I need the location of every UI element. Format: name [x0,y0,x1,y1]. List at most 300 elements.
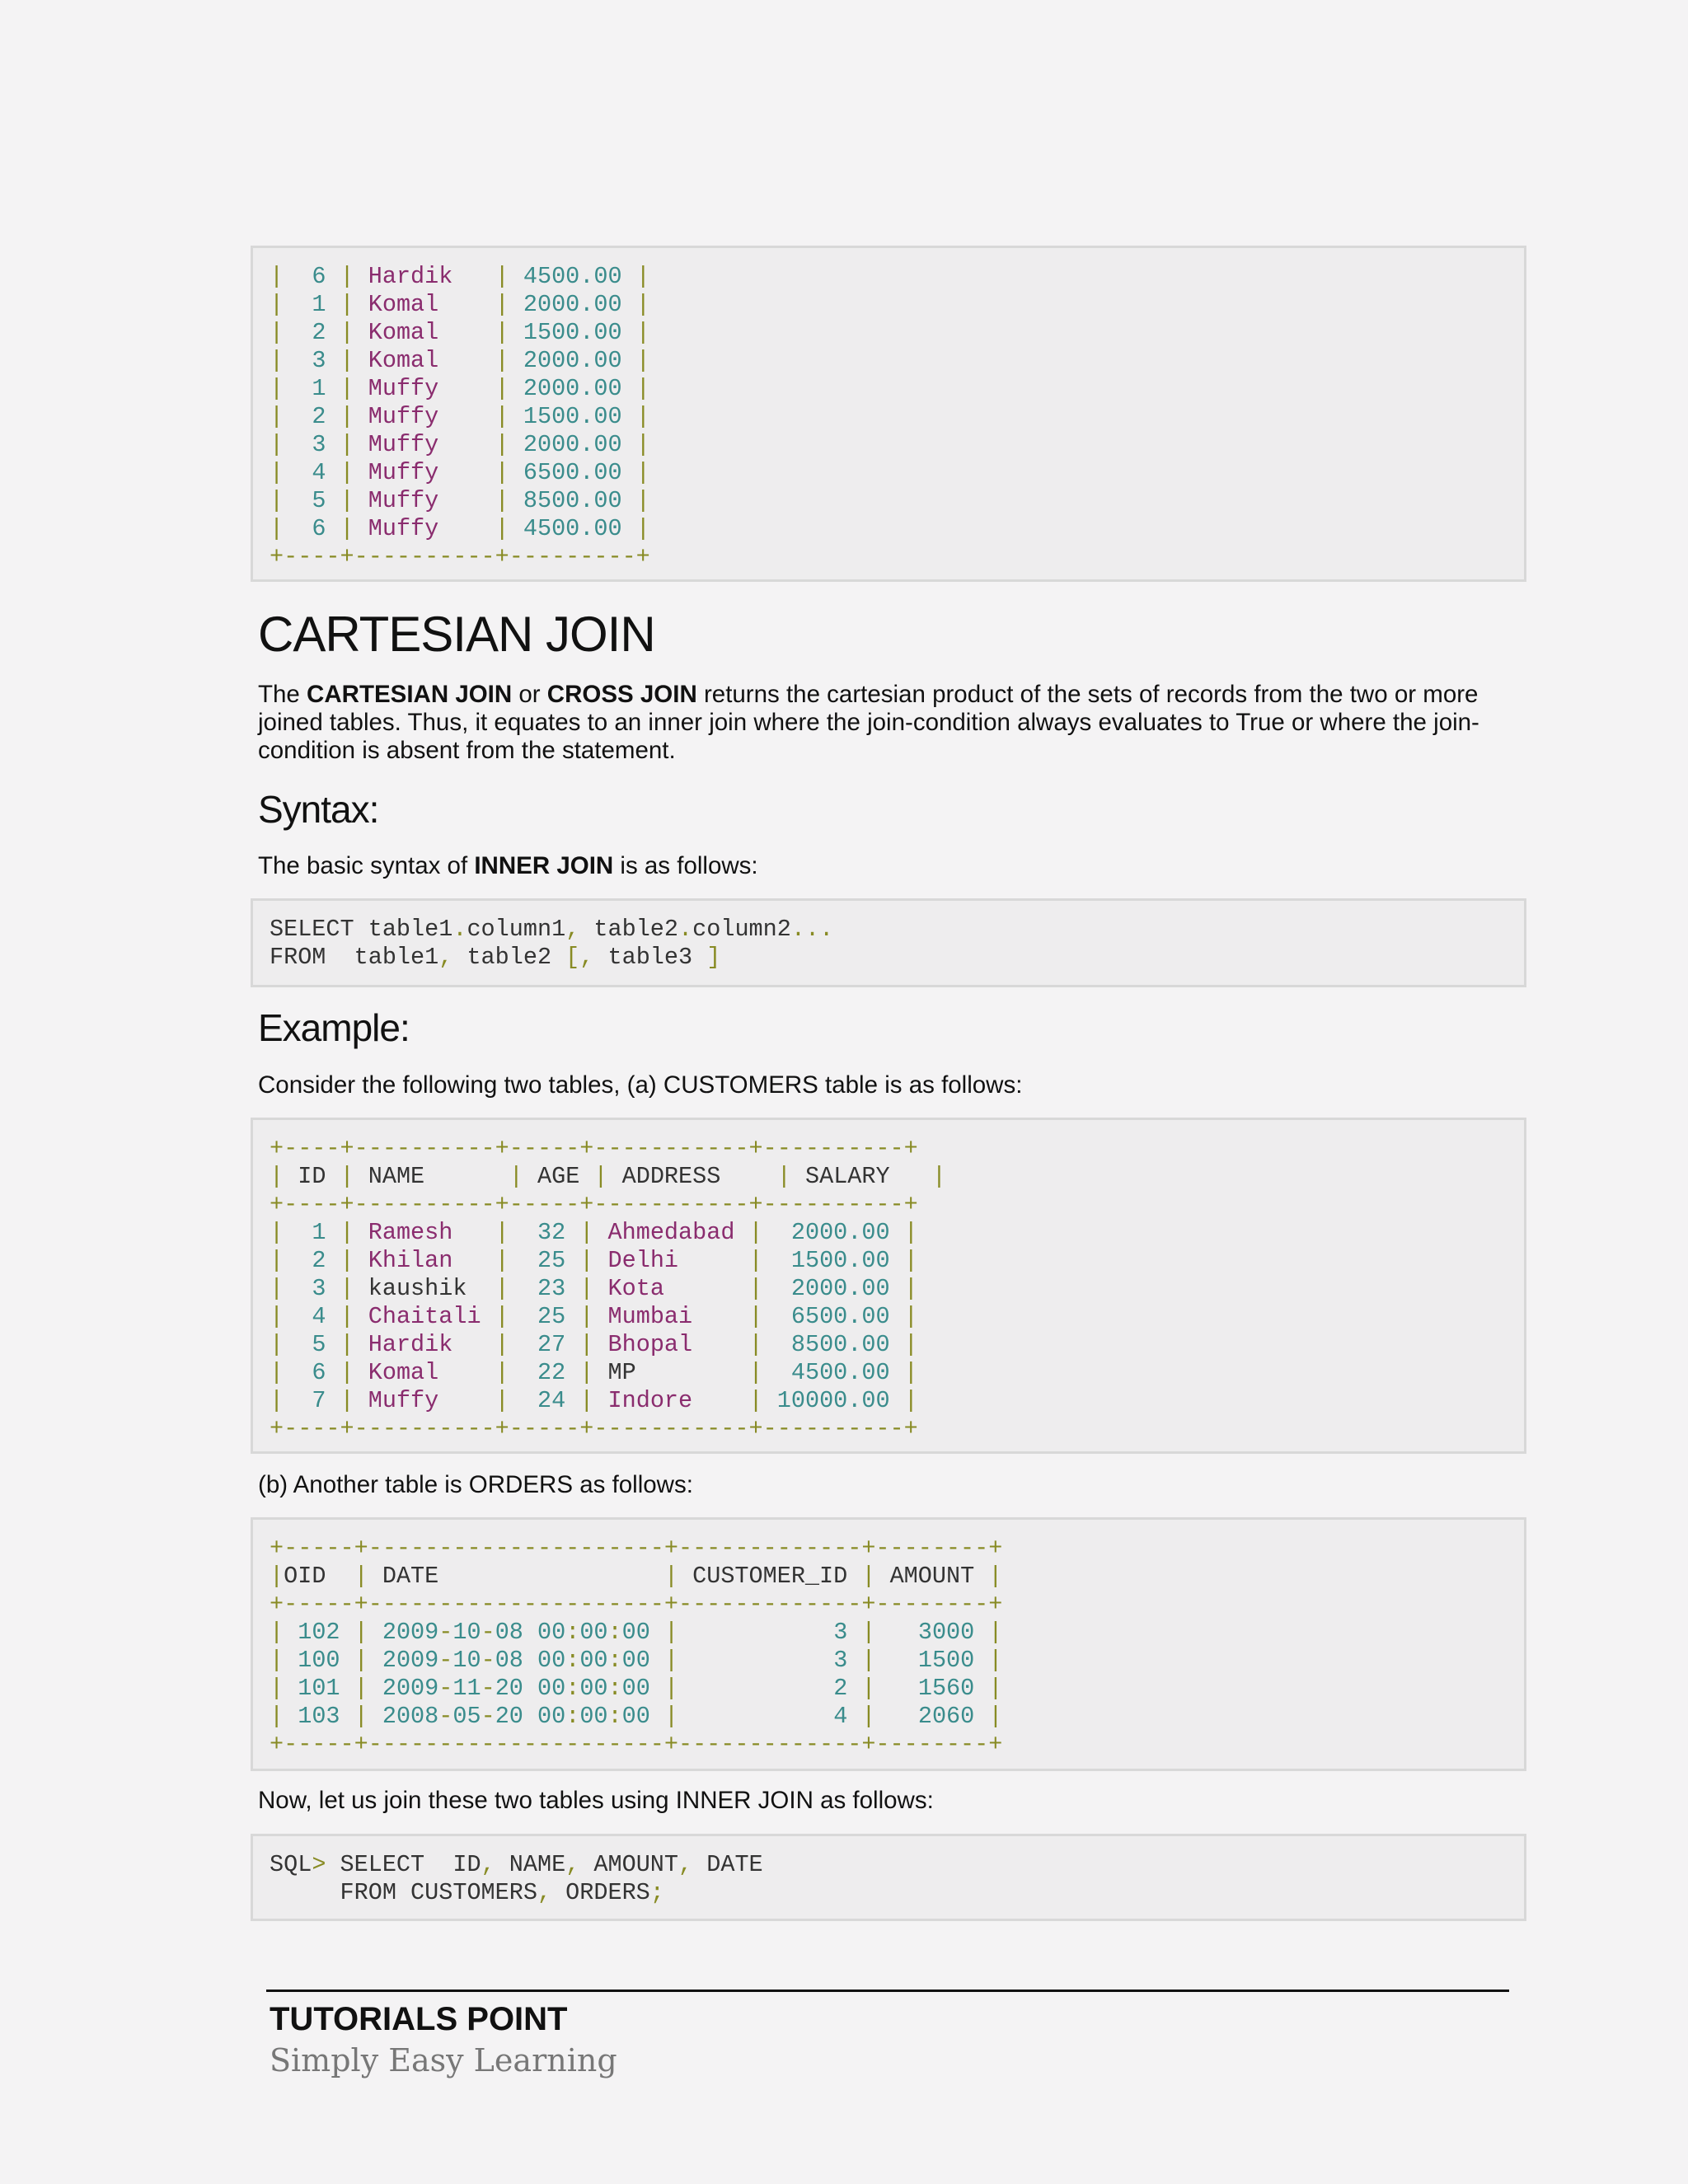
code-token: 4 [312,1303,326,1330]
code-token: Ahmedabad [607,1219,735,1246]
code-token: | [974,1675,1003,1702]
code-token: 6 [312,1359,326,1386]
code-token: OID [284,1563,340,1590]
code-token: | [734,1219,791,1246]
code-token: : [565,1675,580,1702]
code-token: | [621,375,650,402]
code-token: - [438,1647,453,1674]
code-line [270,515,1507,543]
code-token: | [270,459,312,486]
code-token: 25 [537,1303,566,1330]
code-line [270,1163,1507,1191]
code-token: 101 [298,1675,340,1702]
code-token: [, [565,944,594,971]
code-token: | [438,431,523,458]
code-token: 1560 [917,1675,975,1702]
code-token: | [326,459,368,486]
text-run: The basic syntax of [258,852,475,879]
code-token: | [340,1647,382,1674]
code-token: | [621,515,650,542]
code-token: 25 [537,1247,566,1274]
example-heading: Example: [258,1006,410,1049]
code-token: table3 [593,944,707,971]
bold-term: CROSS JOIN [546,681,697,708]
code-token: 4500.00 [523,263,622,290]
code-token: | [974,1703,1003,1730]
code-token: 3 [312,431,326,458]
code-token: 2009 [382,1675,439,1702]
code-token: | [270,1219,312,1246]
code-token: | [340,1619,382,1646]
code-token: 6 [312,515,326,542]
code-line [270,543,1507,571]
code-token: 4 [833,1703,848,1730]
code-token: | [270,1675,298,1702]
code-token: | [481,1303,537,1330]
code-token: 2 [312,403,326,430]
code-line [270,1731,1507,1759]
code-token: | [326,1331,368,1358]
code-token: | [326,263,368,290]
code-token: | [326,347,368,374]
code-token: Hardik [368,263,453,290]
code-token: 00 [579,1675,608,1702]
syntax-heading: Syntax: [258,788,379,831]
code-token: | [270,403,312,430]
code-token: | [438,403,523,430]
code-token: | [917,1163,947,1190]
code-token: | [889,1219,918,1246]
code-token: 5 [312,487,326,514]
code-token: 10 [452,1647,481,1674]
code-token: | [889,1275,918,1302]
code-line [270,1275,1507,1303]
code-token: Komal [368,319,439,346]
code-token: | [438,487,523,514]
code-token: | [438,291,523,318]
code-token: : [565,1619,580,1646]
code-token: . [452,916,467,943]
code-line [270,1591,1507,1619]
code-token: | [495,1163,537,1190]
code-token: | [270,375,312,402]
code-token: ; [649,1879,664,1906]
code-token: - [481,1647,495,1674]
code-token: | [270,1563,284,1590]
code-token: Muffy [368,403,439,430]
code-token: | [692,1303,791,1330]
code-token: 5 [312,1331,326,1358]
code-token: Kota [607,1275,664,1302]
code-token: | [847,1619,918,1646]
code-token: : [565,1647,580,1674]
code-token: ADDRESS [621,1163,749,1190]
code-token: | [663,1275,791,1302]
code-token: ID [298,1163,326,1190]
code-token: 4 [312,459,326,486]
code-token: : [565,1703,580,1730]
code-token: | [326,431,368,458]
code-token: 6500.00 [523,459,622,486]
code-token: 22 [537,1359,566,1386]
bold-term: INNER JOIN [474,852,614,879]
code-token: 00 [579,1647,608,1674]
code-token: column2 [692,916,791,943]
code-line [270,319,1507,347]
code-token: > [312,1851,326,1878]
code-token: . [678,916,693,943]
code-line [270,1619,1507,1647]
code-token: | [326,403,368,430]
code-line [270,403,1507,431]
code-token: 11 [452,1675,481,1702]
code-token: AMOUNT [889,1563,975,1590]
code-token: | [635,1359,791,1386]
code-token: | [270,1647,298,1674]
customers-intro: Consider the following two tables, (a) CUSTOMERS table is as follows: [258,1071,1023,1099]
code-token: 3 [312,347,326,374]
code-token: 2000.00 [523,431,622,458]
code-token: SALARY [804,1163,918,1190]
code-token: 2000.00 [523,291,622,318]
code-token: | [621,291,650,318]
code-line [270,1387,1507,1415]
code-line [270,1247,1507,1275]
code-token: +-----+---------------------+-------------+--------+ [270,1591,1003,1618]
code-token: FROM CUSTOMERS [270,1879,537,1906]
code-token: 1 [312,291,326,318]
code-token: | [692,1331,791,1358]
code-token: | [270,515,312,542]
code-token: +-----+---------------------+-------------+--------+ [270,1535,1003,1562]
code-token: 102 [298,1619,340,1646]
code-token: 00 [579,1619,608,1646]
code-token: | [270,487,312,514]
code-token: | [326,487,368,514]
code-token: 3 [833,1619,848,1646]
code-token: CUSTOMER_ID [692,1563,848,1590]
code-token: kaushik [368,1275,467,1302]
code-token: , [481,1851,495,1878]
code-token: | [326,319,368,346]
code-token: | [467,1275,537,1302]
code-line [270,944,1507,972]
code-token: 20 00 [495,1675,566,1702]
code-line [270,291,1507,319]
code-token: 6 [312,263,326,290]
text-run: is as follows: [613,852,758,879]
code-token: | [565,1219,608,1246]
code-token: , [678,1851,693,1878]
code-token: | [889,1331,918,1358]
code-block-syntax [251,898,1526,987]
code-line [270,1415,1507,1443]
code-token: | [565,1331,608,1358]
code-token: 2009 [382,1647,439,1674]
code-token: | [270,1703,298,1730]
code-token: +----+----------+-----+-----------+----------+ [270,1191,918,1218]
code-token: 3 [833,1647,848,1674]
code-token: 08 00 [495,1619,566,1646]
code-token: 4500.00 [790,1359,890,1386]
code-token: - [438,1703,453,1730]
code-token: | [692,1387,777,1414]
code-token: | [438,515,523,542]
code-token: | [452,1331,537,1358]
code-line [270,1851,1507,1879]
code-token: 2 [312,1247,326,1274]
code-token: NAME [368,1163,495,1190]
code-token: +----+----------+-----+-----------+----------+ [270,1135,918,1162]
code-token: 2 [312,319,326,346]
code-token: Komal [368,1359,439,1386]
footer-brand: TUTORIALS POINT [270,2001,568,2037]
code-line [270,1331,1507,1359]
code-token: | [270,291,312,318]
code-token: ORDERS [551,1879,650,1906]
code-token: 2000.00 [523,375,622,402]
code-line [270,1675,1507,1703]
code-token: 10 [452,1619,481,1646]
code-token: | [326,1219,368,1246]
code-token: | [326,375,368,402]
code-token: | [649,1675,834,1702]
code-token: 1500.00 [523,319,622,346]
code-token: Mumbai [607,1303,693,1330]
code-token: 2000.00 [523,347,622,374]
code-token: | [340,1675,382,1702]
code-token: | [748,1163,805,1190]
code-token: +----+----------+---------+ [270,543,650,570]
section-title: CARTESIAN JOIN [258,607,655,662]
code-token: 8500.00 [523,487,622,514]
code-token: | [621,263,650,290]
code-token: table2 [452,944,566,971]
code-token: | [326,1163,368,1190]
code-token: | [565,1359,608,1386]
code-token: | [889,1359,918,1386]
code-line [270,916,1507,944]
code-token: 00 [621,1703,650,1730]
code-line [270,1563,1507,1591]
code-line [270,1535,1507,1563]
code-line [270,1359,1507,1387]
code-token: | [452,1219,537,1246]
code-token: | [326,1303,368,1330]
code-token: ] [706,944,721,971]
code-token: MP [607,1359,636,1386]
code-token: | [649,1703,834,1730]
code-token: | [270,1359,312,1386]
code-token: DATE [692,1851,763,1878]
code-token: 20 00 [495,1703,566,1730]
code-token: Ramesh [368,1219,453,1246]
code-token: 2000.00 [790,1219,890,1246]
code-token: Komal [368,291,439,318]
bold-term: CARTESIAN JOIN [307,681,513,708]
code-token: | [847,1647,918,1674]
code-token: Muffy [368,459,439,486]
code-token: 23 [537,1275,566,1302]
code-token: | [326,515,368,542]
code-token: - [481,1619,495,1646]
code-token: | [438,347,523,374]
code-token: | [270,347,312,374]
code-token: 10000.00 [776,1387,890,1414]
code-line [270,1703,1507,1731]
code-token: , [537,1879,552,1906]
code-token: +-----+---------------------+-------------+--------+ [270,1731,1003,1758]
code-block-result-tail [251,246,1526,582]
code-token: | [621,347,650,374]
code-token: 4500.00 [523,515,622,542]
code-token: - [438,1619,453,1646]
code-token: SELECT table1 [270,916,453,943]
code-token: AMOUNT [579,1851,679,1878]
code-token: SELECT ID [326,1851,481,1878]
syntax-intro [258,852,1519,880]
code-token: 2009 [382,1619,439,1646]
code-token: 1500 [917,1647,975,1674]
code-token: | [270,1387,312,1414]
code-token: Indore [607,1387,693,1414]
code-token: | [452,1247,537,1274]
code-token: DATE [382,1563,650,1590]
code-token: Muffy [368,487,439,514]
code-token: Chaitali [368,1303,481,1330]
code-token: Muffy [368,431,439,458]
join-intro: Now, let us join these two tables using INNER JOIN as follows: [258,1787,934,1814]
code-token: | [270,263,312,290]
code-token: : [607,1675,622,1702]
code-line [270,487,1507,515]
code-token: | [326,291,368,318]
orders-intro: (b) Another table is ORDERS as follows: [258,1471,693,1498]
code-token: | [438,375,523,402]
code-token: 2000.00 [790,1275,890,1302]
code-token: Delhi [607,1247,679,1274]
code-token: : [607,1703,622,1730]
code-token: | [974,1563,1003,1590]
code-token: | [621,431,650,458]
code-token: | [270,1275,312,1302]
code-token: 24 [537,1387,566,1414]
code-token: | [847,1675,918,1702]
code-token: Muffy [368,515,439,542]
code-token: | [621,403,650,430]
code-token: | [565,1387,608,1414]
footer-divider [266,1990,1509,1992]
code-token: | [340,1563,382,1590]
code-token: | [270,1247,312,1274]
code-token: | [621,487,650,514]
code-token: - [438,1675,453,1702]
code-token: 2008 [382,1703,439,1730]
code-token: , [565,916,580,943]
code-token: - [481,1703,495,1730]
code-token: 00 [621,1619,650,1646]
code-token: 6500.00 [790,1303,890,1330]
code-block-query [251,1834,1526,1921]
code-token: | [847,1703,918,1730]
code-token: | [326,1359,368,1386]
code-token: 100 [298,1647,340,1674]
code-token: | [649,1647,834,1674]
code-token: | [889,1247,918,1274]
code-token: 27 [537,1331,566,1358]
code-token: 00 [621,1675,650,1702]
text-run: returns the cartesian product of the sets of records from the two or more joined tables. Thus, it equates to an inner join where the join-condition always evaluates to True or where the join-condition is absent from the statement. [258,681,1479,764]
code-token: | [974,1647,1003,1674]
code-token: | [847,1563,890,1590]
code-line [270,375,1507,403]
code-token: | [565,1247,608,1274]
code-token: | [326,1275,368,1302]
code-token: | [452,263,523,290]
code-line [270,1135,1507,1163]
footer-tagline: Simply Easy Learning [270,2042,617,2079]
code-token: | [438,459,523,486]
code-token: +----+----------+-----+-----------+----------+ [270,1415,918,1442]
code-token: SQL [270,1851,312,1878]
code-token: Khilan [368,1247,453,1274]
code-token: 00 [621,1647,650,1674]
code-token: Bhopal [607,1331,693,1358]
code-token: 32 [537,1219,566,1246]
code-block-orders [251,1517,1526,1771]
code-token: | [326,1387,368,1414]
code-token: 08 00 [495,1647,566,1674]
code-token: column1 [467,916,566,943]
code-token: , [565,1851,580,1878]
code-token: 1500.00 [790,1247,890,1274]
code-token: 2060 [917,1703,975,1730]
code-token: | [270,1163,298,1190]
code-token: 103 [298,1703,340,1730]
code-line [270,1647,1507,1675]
code-token: ... [790,916,834,943]
code-token: | [678,1247,791,1274]
code-token: | [270,1303,312,1330]
code-token: | [438,1387,537,1414]
code-token: 8500.00 [790,1331,890,1358]
code-token: 05 [452,1703,481,1730]
code-token: | [438,1359,537,1386]
code-token: 1 [312,1219,326,1246]
code-line [270,1219,1507,1247]
code-token: | [889,1387,918,1414]
code-token: | [649,1619,834,1646]
code-token: Hardik [368,1331,453,1358]
code-token: | [974,1619,1003,1646]
code-token: 3000 [917,1619,975,1646]
code-token: | [438,319,523,346]
code-token: 3 [312,1275,326,1302]
code-token: 1500.00 [523,403,622,430]
code-token: | [340,1703,382,1730]
code-line [270,459,1507,487]
code-token: | [649,1563,693,1590]
code-token: 00 [579,1703,608,1730]
code-token: 7 [312,1387,326,1414]
code-token: | [889,1303,918,1330]
code-token: | [270,431,312,458]
code-token: AGE [537,1163,580,1190]
code-token: | [326,1247,368,1274]
code-token: 1 [312,375,326,402]
code-token: : [607,1619,622,1646]
code-token: Muffy [368,1387,439,1414]
